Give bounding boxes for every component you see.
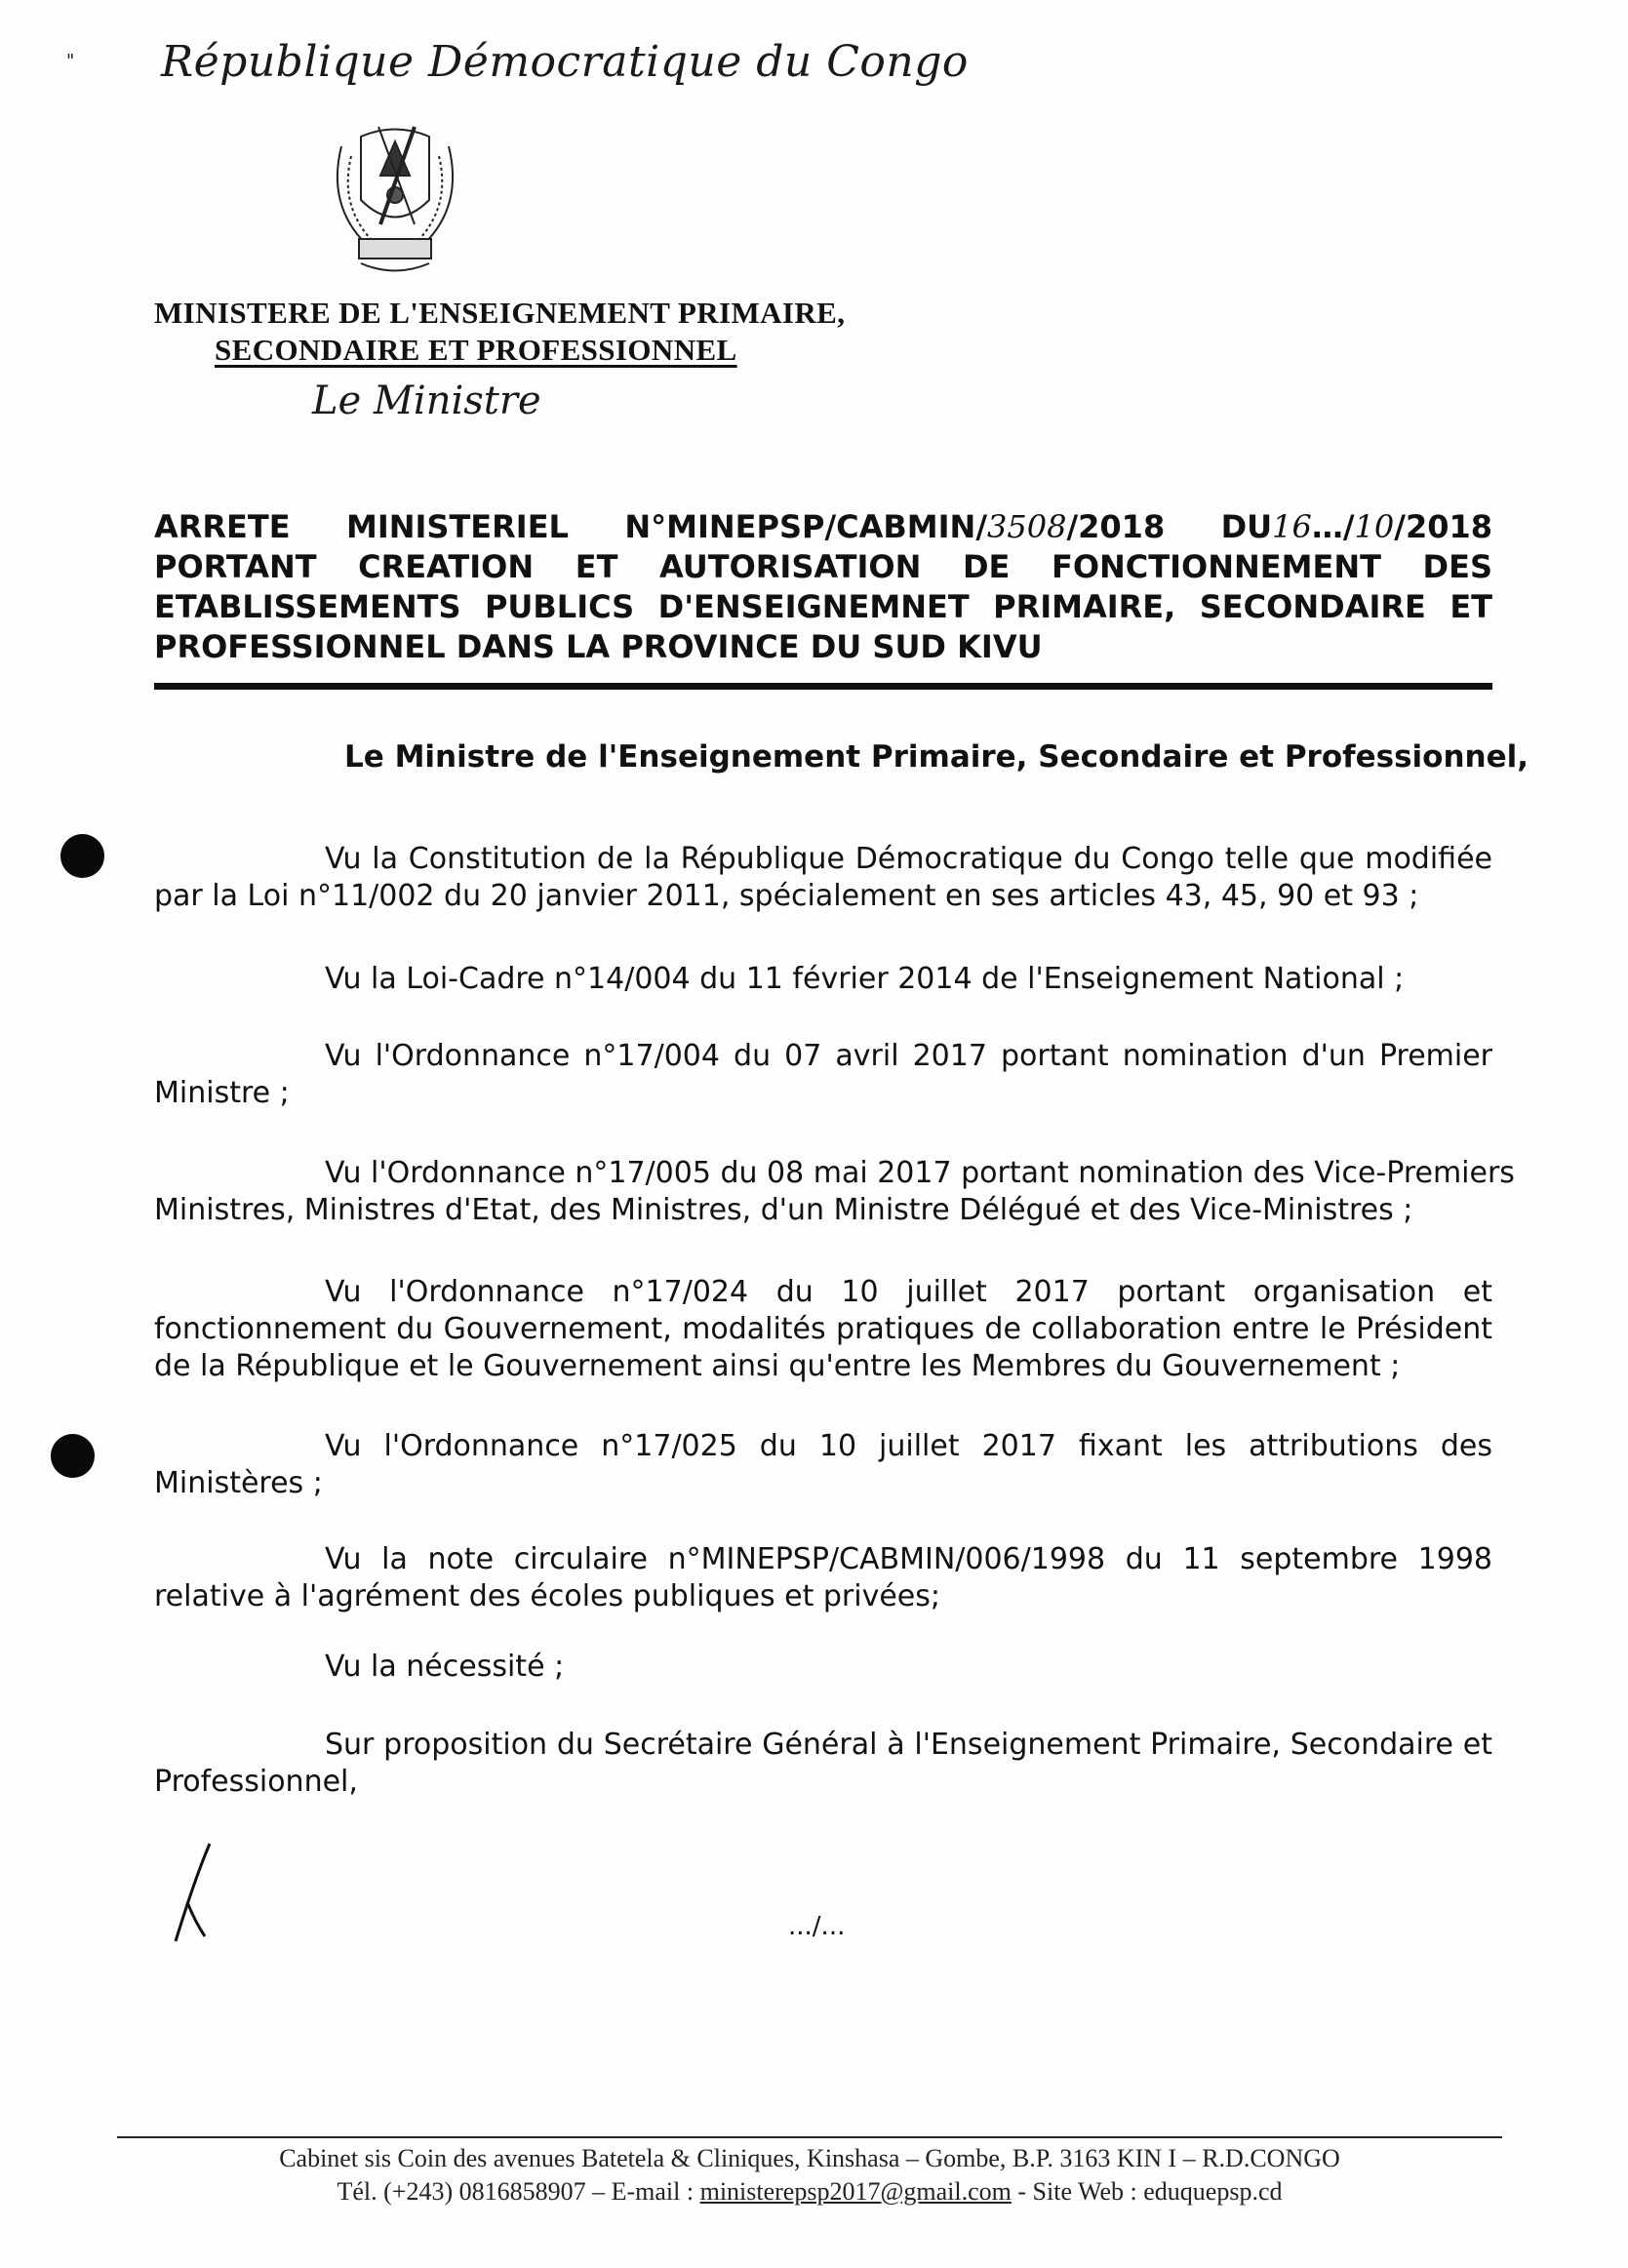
clause-necessite <box>154 1649 1492 1686</box>
clause-line: Vu l'Ordonnance n°17/005 du 08 mai 2017 portant nomination des Vice-Premiers <box>325 1156 1515 1190</box>
clause-line: par la Loi n°11/002 du 20 janvier 2011, spécialement en ses articles 43, 45, 90 et 93 ; <box>154 879 1419 913</box>
clause-line: Vu la note circulaire n°MINEPSP/CABMIN/006/1998 du 11 septembre 1998 <box>325 1542 1492 1576</box>
clause-line: Vu l'Ordonnance n°17/025 du 10 juillet 2017 fixant les attributions des <box>325 1429 1492 1463</box>
handwritten-initial-signature <box>166 1839 234 1946</box>
clause-ordonnance-17-024 <box>154 1274 1492 1385</box>
clause-line: Vu l'Ordonnance n°17/024 du 10 juillet 2017 portant organisation et <box>325 1275 1492 1309</box>
decree-number-handwritten: 3508 <box>987 508 1067 545</box>
clause-loi-cadre <box>154 961 1492 998</box>
coat-of-arms-emblem <box>322 117 468 278</box>
footer-email-link[interactable]: ministerepsp2017@gmail.com <box>699 2177 1012 2206</box>
footer-divider <box>117 2136 1502 2138</box>
decree-title-line3: ETABLISSEMENTS PUBLICS D'ENSEIGNEMNET PRIMAIRE, SECONDAIRE ET <box>154 588 1492 625</box>
clause-line: relative à l'agrément des écoles publiques et privées; <box>154 1579 941 1613</box>
clause-ordonnance-17-004 <box>154 1038 1492 1112</box>
decree-number-prefix: ARRETE MINISTERIEL N°MINEPSP/CABMIN/ <box>154 508 988 545</box>
clause-line: Vu la Loi-Cadre n°14/004 du 11 février 2014 de l'Enseignement National ; <box>325 962 1405 996</box>
footer-phone: Tél. (+243) 0816858907 – E-mail : <box>337 2177 700 2206</box>
clause-line: Vu la nécessité ; <box>325 1650 565 1684</box>
clause-line: de la République et le Gouvernement ainsi qu'entre les Membres du Gouvernement ; <box>154 1349 1401 1383</box>
decree-title-line2: PORTANT CREATION ET AUTORISATION DE FONCTIONNEMENT DES <box>154 548 1492 585</box>
clause-line: Professionnel, <box>154 1765 358 1799</box>
clause-line: Ministères ; <box>154 1466 323 1500</box>
clause-line: Ministres, Ministres d'Etat, des Ministres, d'un Ministre Délégué et des Vice-Ministres ; <box>154 1193 1413 1227</box>
corner-mark: " <box>66 51 75 71</box>
clause-ordonnance-17-005 <box>154 1155 1515 1229</box>
decree-year: /2018 <box>1394 508 1493 545</box>
title-divider <box>154 683 1492 690</box>
country-name: République Démocratique du Congo <box>161 37 969 87</box>
punch-hole-mark <box>51 1434 95 1478</box>
clause-line: Vu la Constitution de la République Démocratique du Congo telle que modifiée <box>325 842 1492 876</box>
clause-line: Vu l'Ordonnance n°17/004 du 07 avril 2017 portant nomination d'un Premier <box>325 1039 1492 1073</box>
minister-heading: Le Ministre de l'Enseignement Primaire, Secondaire et Professionnel, <box>344 739 1529 775</box>
ministry-name-line1: MINISTERE DE L'ENSEIGNEMENT PRIMAIRE, <box>154 296 846 330</box>
continued-marker: .../... <box>788 1912 846 1941</box>
punch-hole-mark <box>60 834 104 878</box>
decree-month-handwritten: 10 <box>1354 508 1395 545</box>
decree-year-du: /2018 DU <box>1066 508 1273 545</box>
clause-note-circulaire <box>154 1541 1492 1615</box>
clause-constitution <box>154 841 1492 915</box>
decree-title-line1: ARRETE MINISTERIEL N°MINEPSP/CABMIN/3508/2018 DU16…/10/2018 <box>154 508 1493 545</box>
clause-line: Ministre ; <box>154 1076 290 1110</box>
clause-proposition <box>154 1727 1492 1801</box>
footer-website: - Site Web : eduquepsp.cd <box>1011 2177 1283 2206</box>
clause-line: fonctionnement du Gouvernement, modalités pratiques de collaboration entre le Président <box>154 1312 1492 1346</box>
footer-contact <box>117 2177 1502 2207</box>
footer-address: Cabinet sis Coin des avenues Batetela & Cliniques, Kinshasa – Gombe, B.P. 3163 KIN I – R.D.CONGO <box>279 2144 1340 2172</box>
clause-line: Sur proposition du Secrétaire Général à l'Enseignement Primaire, Secondaire et <box>325 1728 1492 1762</box>
clause-ordonnance-17-025 <box>154 1428 1492 1502</box>
ministry-name-line2: SECONDAIRE ET PROFESSIONNEL <box>215 333 737 367</box>
minister-title: Le Ministre <box>312 378 541 423</box>
decree-title-line4: PROFESSIONNEL DANS LA PROVINCE DU SUD KIVU <box>154 628 1043 665</box>
decree-day-handwritten: 16 <box>1272 508 1312 545</box>
